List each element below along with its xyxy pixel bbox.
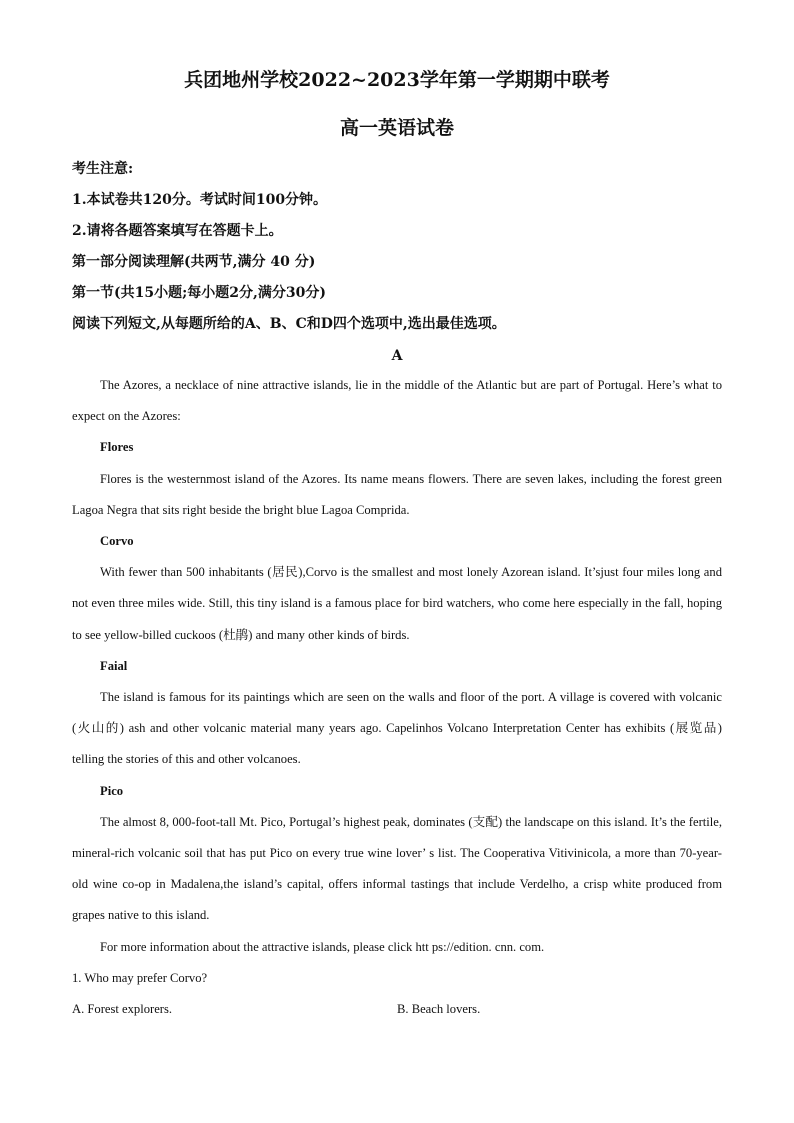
exam-page — [72, 66, 722, 1025]
passage-letter: A — [391, 348, 403, 364]
passage-closing: For more information about the attractive islands, please click htt ps://edition. cnn. com. — [100, 939, 545, 954]
option-a: A. Forest explorers. — [72, 1002, 173, 1017]
notice-item-2: 2.请将各题答案填写在答题卡上。 — [72, 223, 283, 239]
section-instruction: 阅读下列短文,从每题所给的A、B、C和D四个选项中,选出最佳选项。 — [72, 316, 506, 332]
exam-title: 兵团地州学校2022~2023学年第一学期期中联考 — [184, 69, 610, 91]
notice-heading: 考生注意: — [72, 161, 134, 177]
island-heading-corvo: Corvo — [100, 534, 134, 549]
island-text-flores: Flores is the westernmost island of the Azores. Its name means flowers. There are seven lakes, including the forest green Lagoa Negra that sits right beside the bright blue Lagoa Comprida. — [72, 471, 722, 517]
question-stem: 1. Who may prefer Corvo? — [72, 970, 208, 985]
notice-block — [72, 154, 722, 340]
island-heading-flores: Flores — [100, 440, 134, 455]
option-b: B. Beach lovers. — [397, 1002, 481, 1017]
passage-intro: The Azores, a necklace of nine attractive islands, lie in the middle of the Atlantic but are part of Portugal. Here’s what to expect on the Azores: — [72, 378, 722, 424]
island-heading-faial: Faial — [100, 658, 128, 673]
island-heading-pico: Pico — [100, 783, 124, 798]
island-text-corvo: With fewer than 500 inhabitants (居民),Corvo is the smallest and most lonely Azorean island. It’sjust four miles long and not even three miles wide. Still, this tiny island is a famous place for bird watchers, who come here especially in the fall, hoping to see yellow-billed cuckoos (杜鹃) and many other kinds of birds. — [72, 565, 722, 642]
island-text-pico: The almost 8, 000-foot-tall Mt. Pico, Portugal’s highest peak, dominates (支配) the landscape on this island. It’s the fertile, mineral-rich volcanic soil that has put Pico on every true wine lover’ s list. The Cooperativa Vitivinicola, a more than 70-year-old wine co-op in Madalena,the island’s capital, offers informal tastings that include Verdelho, a crisp white produced from grapes native to this island. — [72, 814, 722, 923]
reading-passage — [72, 370, 722, 963]
notice-item-1: 1.本试卷共120分。考试时间100分钟。 — [72, 192, 328, 208]
section-part: 第一部分阅读理解(共两节,满分 40 分) — [72, 254, 316, 270]
island-text-faial: The island is famous for its paintings which are seen on the walls and floor of the port. A village is covered with volcanic (火山的) ash and other volcanic material many years ago. Capelinhos Volcano Interpretation Center has exhibits (展览品) telling the stories of this and other volcanoes. — [72, 690, 722, 767]
question-options — [72, 994, 722, 1025]
section-subpart: 第一节(共15小题;每小题2分,满分30分) — [72, 285, 326, 301]
exam-subtitle: 高一英语试卷 — [339, 117, 454, 139]
